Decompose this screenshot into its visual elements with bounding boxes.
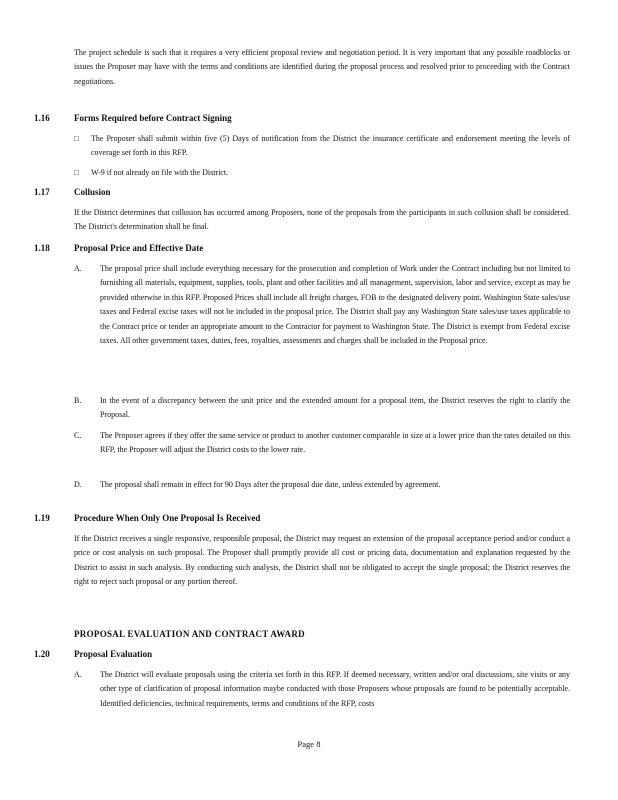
list-item xyxy=(74,478,570,492)
list-item xyxy=(74,262,570,348)
section-title: Forms Required before Contract Signing xyxy=(74,113,232,123)
section-title: Proposal Evaluation xyxy=(74,649,153,659)
list-item-text: In the event of a discrepancy between the unit price and the extended amount for a proposal item, the District reserves the right to clarify the Proposal. xyxy=(100,396,570,420)
list-item-text: W-9 if not already on file with the District. xyxy=(91,168,229,177)
list-item-text: The proposal price shall include everything necessary for the prosecution and completion of Work under the Contract including but not limited to furnishing all materials, equipment, supplies, tools, plant and other facilities and all management, supervision, labor and service, except as may be provided otherwise in this RFP. Proposed Prices shall include all freight charges, FOB to the designated delivery point. Washington State sales/use taxes and Federal excise taxes will not be included in the proposal price. The District shall pay any Washington State sales/use taxes applicable to the Contract price or tender an appropriate amount to the Contractor for payment to Washington State. The District is exempt from Federal excise taxes. All other government taxes, duties, fees, royalties, assessments and charges shall be included in the Proposal price. xyxy=(100,264,570,346)
intro-paragraph: The project schedule is such that it requires a very efficient proposal review and negotiation period. It is very important that any possible roadblocks or issues the Proposer may have with the terms and conditions are identified during the proposal process and resolved prior to proceeding with the Contract negotiations. xyxy=(74,48,570,86)
section-1-16-heading xyxy=(34,113,232,123)
section-number: 1.17 xyxy=(34,187,50,197)
list-item-label: A. xyxy=(74,264,82,273)
section-1-17-body: If the District determines that collusion has occurred among Proposers, none of the proposals from the participants in such collusion shall be considered. The District's determination shall be final. xyxy=(74,208,570,232)
section-1-19-body: If the District receives a single responsive, responsible proposal, the District may request an extension of the proposal acceptance period and/or conduct a price or cost analysis on such proposal. The Proposer shall promptly provide all cost or pricing data, documentation and explanation requested by the District to assist in such analysis. By conducting such analysis, the District shall not be obligated to accept the single proposal; the District reserves the right to reject such proposal or any portion thereof. xyxy=(74,534,570,587)
list-item-text: The District will evaluate proposals using the criteria set forth in this RFP. If deemed necessary, written and/or oral discussions, site visits or any other type of clarification of proposal information maybe conducted with those Proposers whose proposals are found to be potentially acceptable. Identified deficiencies, technical requirements, terms and conditions of the RFP, costs xyxy=(100,670,570,708)
section-title: Proposal Price and Effective Date xyxy=(74,243,204,253)
section-number: 1.16 xyxy=(34,113,50,123)
section-1-19-heading xyxy=(34,513,260,523)
list-item xyxy=(74,394,570,423)
checkbox-bullet-icon: □ xyxy=(74,134,79,143)
list-item-label: D. xyxy=(74,480,82,489)
list-item xyxy=(74,132,570,161)
section-1-20-heading xyxy=(34,649,152,659)
section-number: 1.18 xyxy=(34,243,50,253)
page-number-footer: Page 8 xyxy=(297,739,321,749)
list-item xyxy=(74,668,570,711)
checkbox-bullet-icon: □ xyxy=(74,168,79,177)
list-item-text: The Proposer shall submit within five (5) Days of notification from the District the insurance certificate and endorsement meeting the levels of coverage set forth in this RFP. xyxy=(91,134,570,158)
section-title: Collusion xyxy=(74,187,111,197)
list-item-text: The proposal shall remain in effect for 90 Days after the proposal due date, unless extended by agreement. xyxy=(100,480,441,489)
list-item-label: A. xyxy=(74,670,82,679)
section-number: 1.19 xyxy=(34,513,50,523)
part-heading: PROPOSAL EVALUATION AND CONTRACT AWARD xyxy=(74,629,305,639)
section-1-18-heading xyxy=(34,243,203,253)
section-number: 1.20 xyxy=(34,649,50,659)
list-item xyxy=(74,166,570,180)
list-item xyxy=(74,429,570,458)
list-item-text: The Proposer agrees if they offer the same service or product to another customer comparable in size at a lower price than the rates detailed on this RFP, the Proposer will adjust the District costs to the lower rate. xyxy=(100,431,570,455)
list-item-label: B. xyxy=(74,396,82,405)
list-item-label: C. xyxy=(74,431,82,440)
section-1-17-heading xyxy=(34,187,111,197)
section-title: Procedure When Only One Proposal Is Received xyxy=(74,513,261,523)
